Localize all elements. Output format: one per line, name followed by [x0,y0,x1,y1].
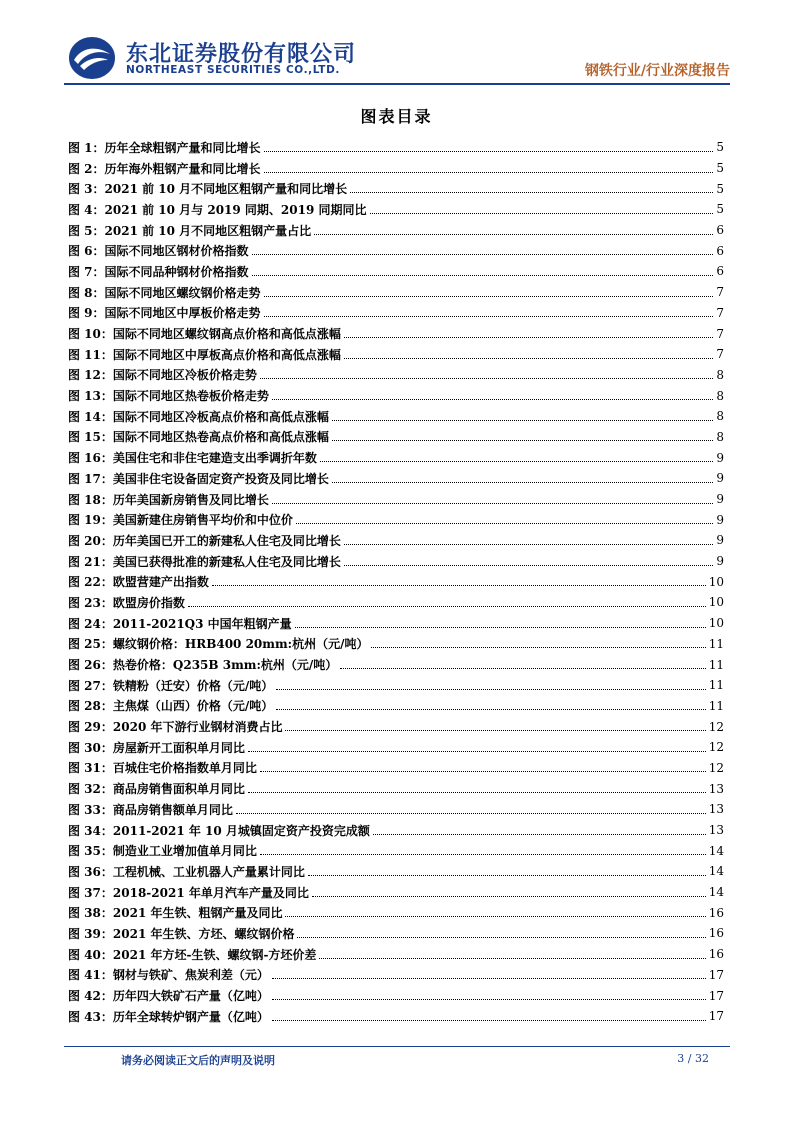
toc-entry[interactable] [68,427,724,448]
toc-entry-number: 图 25： [68,637,113,652]
toc-entry-page: 8 [716,409,724,424]
toc-entry[interactable] [68,468,724,489]
toc-leader-dots [248,792,706,793]
toc-entry-label: 历年海外粗钢产量和同比增长 [104,161,261,176]
toc-entry[interactable] [68,571,724,592]
toc-entry-label: 热卷价格：Q235B 3mm:杭州（元/吨） [112,658,338,673]
toc-entry-label: 国际不同地区中厚板价格走势 [104,306,261,321]
toc-entry-label: 2011-2021Q3 中国年粗钢产量 [112,616,292,631]
toc-leader-dots [371,647,705,648]
page-title: 图表目录 [360,107,433,126]
toc-entry-label: 历年美国已开工的新建私人住宅及同比增长 [112,533,341,548]
toc-entry-number: 图 23： [68,595,113,610]
toc-leader-dots [344,337,713,338]
toc-entry-page: 6 [716,264,724,279]
toc-entry[interactable] [68,861,724,882]
toc-entry[interactable] [68,489,724,510]
toc-entry-number: 图 38： [68,906,113,921]
toc-entry-number: 图 31： [68,761,113,776]
toc-leader-dots [332,440,713,441]
toc-entry-page: 9 [716,471,724,486]
toc-entry-label: 工程机械、工业机器人产量累计同比 [112,864,305,879]
toc-entry-label: 主焦煤（山西）价格（元/吨） [112,699,274,714]
toc-leader-dots [344,544,713,545]
toc-entry-number: 图 18： [68,492,113,507]
toc-entry-number: 图 34： [68,823,113,838]
toc-entry[interactable] [68,613,724,634]
toc-entry-page: 8 [716,367,724,382]
toc-entry[interactable] [68,778,724,799]
toc-entry-page: 13 [708,781,724,796]
toc-entry-label: 商品房销售面积单月同比 [112,782,245,797]
toc-entry[interactable] [68,799,724,820]
toc-entry-label: 美国住宅和非住宅建造支出季调折年数 [112,451,317,466]
toc-entry[interactable] [68,178,724,199]
toc-leader-dots [260,854,706,855]
toc-entry-number: 图 13： [68,389,113,404]
toc-entry-number: 图 20： [68,533,113,548]
toc-entry-number: 图 17： [68,471,113,486]
toc-leader-dots [319,958,705,959]
toc-entry-page: 14 [708,843,724,858]
toc-entry-number: 图 26： [68,658,113,673]
toc-leader-dots [236,813,706,814]
page-number: 3 / 32 [677,1052,709,1065]
toc-leader-dots [212,585,706,586]
toc-entry-label: 2021 年方坯-生铁、螺纹钢-方坯价差 [112,947,317,962]
toc-entry-page: 17 [708,967,724,982]
toc-leader-dots [340,668,705,669]
toc-entry-number: 图 15： [68,430,113,445]
toc-entry-page: 8 [716,429,724,444]
toc-entry-label: 螺纹钢价格：HRB400 20mm:杭州（元/吨） [112,637,369,652]
toc-entry-page: 13 [708,823,724,838]
toc-entry-number: 图 11： [68,347,113,362]
toc-entry[interactable] [68,923,724,944]
toc-entry[interactable] [68,737,724,758]
toc-entry-number: 图 21： [68,554,113,569]
toc-entry-number: 图 22： [68,575,113,590]
toc-entry-number: 图 40： [68,947,113,962]
toc-entry-page: 7 [716,285,724,300]
toc-entry-page: 14 [708,864,724,879]
toc-entry-label: 国际不同地区冷板高点价格和高低点涨幅 [112,409,329,424]
toc-entry-page: 5 [716,140,724,155]
toc-leader-dots [296,523,713,524]
toc-entry-label: 2021 前 10 月与 2019 同期、2019 同期同比 [104,202,367,217]
toc-entry-label: 历年全球粗钢产量和同比增长 [104,140,261,155]
toc-entry-number: 图 3： [68,182,105,197]
toc-entry[interactable] [68,344,724,365]
toc-entry[interactable] [68,716,724,737]
company-name-cn: 东北证券股份有限公司 [126,42,357,67]
toc-leader-dots [252,254,714,255]
toc-entry[interactable] [68,820,724,841]
toc-entry-number: 图 8： [68,285,105,300]
toc-leader-dots [332,420,713,421]
toc-entry-number: 图 19： [68,513,113,528]
toc-entry-number: 图 14： [68,409,113,424]
toc-leader-dots [308,875,706,876]
northeast-securities-logo-icon [68,36,116,80]
toc-leader-dots [297,937,705,938]
toc-entry-number: 图 29： [68,720,113,735]
toc-entry-number: 图 9： [68,306,105,321]
toc-entry-label: 百城住宅价格指数单月同比 [112,761,257,776]
toc-leader-dots [264,151,714,152]
toc-entry-page: 11 [708,657,724,672]
toc-entry[interactable] [68,406,724,427]
toc-entry-number: 图 1： [68,140,105,155]
toc-leader-dots [373,834,706,835]
toc-entry[interactable] [68,840,724,861]
toc-entry[interactable] [68,509,724,530]
toc-entry-number: 图 37： [68,885,113,900]
toc-leader-dots [272,999,706,1000]
toc-entry-label: 商品房销售额单月同比 [112,802,233,817]
toc-entry-page: 5 [716,202,724,217]
footer-disclaimer: 请务必阅读正文后的声明及说明 [121,1054,275,1067]
toc-leader-dots [248,751,706,752]
toc-entry-number: 图 41： [68,968,113,983]
toc-leader-dots [312,896,706,897]
toc-leader-dots [344,358,713,359]
toc-entry-label: 历年全球转炉钢产量（亿吨） [112,1009,269,1024]
toc-entry-number: 图 16： [68,451,113,466]
toc-entry-number: 图 33： [68,802,113,817]
toc-entry-label: 美国新建住房销售平均价和中位价 [112,513,293,528]
header-divider [64,83,730,85]
toc-entry[interactable] [68,240,724,261]
toc-entry[interactable] [68,137,724,158]
toc-entry[interactable] [68,323,724,344]
toc-entry[interactable] [68,530,724,551]
toc-entry-page: 11 [708,636,724,651]
toc-entry-page: 11 [708,678,724,693]
toc-entry-page: 10 [708,595,724,610]
toc-entry-label: 欧盟房价指数 [112,595,185,610]
toc-entry-number: 图 2： [68,161,105,176]
toc-entry[interactable] [68,365,724,386]
toc-entry-page: 10 [708,574,724,589]
toc-leader-dots [252,275,714,276]
toc-entry-page: 10 [708,616,724,631]
toc-leader-dots [260,771,706,772]
toc-entry-label: 国际不同地区钢材价格指数 [104,244,249,259]
toc-entry-page: 9 [716,554,724,569]
toc-entry-page: 17 [708,988,724,1003]
toc-entry-label: 美国非住宅设备固定资产投资及同比增长 [112,471,329,486]
toc-entry[interactable] [68,385,724,406]
toc-entry-number: 图 24： [68,616,113,631]
toc-leader-dots [264,296,714,297]
toc-entry[interactable] [68,985,724,1006]
toc-entry-page: 9 [716,450,724,465]
toc-entry-label: 欧盟营建产出指数 [112,575,209,590]
toc-entry-page: 16 [708,947,724,962]
toc-entry-number: 图 35： [68,844,113,859]
toc-entry[interactable] [68,592,724,613]
toc-leader-dots [344,565,713,566]
toc-entry-label: 2021 年生铁、粗钢产量及同比 [112,906,283,921]
toc-entry[interactable] [68,551,724,572]
toc-entry-label: 2021 年生铁、方坯、螺纹钢价格 [112,926,295,941]
toc-leader-dots [264,172,714,173]
toc-entry[interactable] [68,158,724,179]
toc-entry-number: 图 12： [68,368,113,383]
toc-entry-label: 国际不同地区热卷板价格走势 [112,389,269,404]
toc-entry-page: 6 [716,243,724,258]
toc-entry-page: 9 [716,512,724,527]
toc-leader-dots [260,378,713,379]
toc-leader-dots [272,1020,706,1021]
toc-entry-page: 5 [716,161,724,176]
toc-entry-page: 16 [708,905,724,920]
toc-entry-label: 国际不同地区冷板价格走势 [112,368,257,383]
toc-entry[interactable] [68,220,724,241]
toc-entry-number: 图 6： [68,244,105,259]
toc-entry-number: 图 27： [68,678,113,693]
toc-leader-dots [188,606,706,607]
toc-entry-page: 14 [708,885,724,900]
toc-entry[interactable] [68,696,724,717]
toc-entry-page: 5 [716,181,724,196]
toc-leader-dots [272,399,713,400]
toc-entry-page: 6 [716,223,724,238]
toc-entry-page: 7 [716,347,724,362]
toc-entry-number: 图 43： [68,1009,113,1024]
toc-leader-dots [285,730,705,731]
toc-leader-dots [264,316,714,317]
toc-leader-dots [350,192,713,193]
toc-entry-number: 图 32： [68,782,113,797]
toc-entry-label: 国际不同地区热卷高点价格和高低点涨幅 [112,430,329,445]
toc-entry-label: 国际不同品种钢材价格指数 [104,264,249,279]
toc-entry[interactable] [68,965,724,986]
toc-leader-dots [332,482,713,483]
toc-entry[interactable] [68,675,724,696]
toc-entry[interactable] [68,944,724,965]
toc-entry-page: 17 [708,1009,724,1024]
toc-entry-page: 7 [716,326,724,341]
company-name-en: NORTHEAST SECURITIES CO.,LTD. [126,64,340,76]
toc-leader-dots [276,689,705,690]
toc-entry-label: 历年四大铁矿石产量（亿吨） [112,989,269,1004]
report-type: 钢铁行业/行业深度报告 [584,63,730,79]
page-header [64,34,730,82]
toc-entry-number: 图 5： [68,223,105,238]
toc-entry-number: 图 42： [68,989,113,1004]
toc-entry-number: 图 10： [68,327,113,342]
toc-entry-label: 2021 前 10 月不同地区粗钢产量占比 [104,223,312,238]
toc-entry[interactable] [68,199,724,220]
toc-entry-label: 历年美国新房销售及同比增长 [112,492,269,507]
toc-entry-number: 图 39： [68,926,113,941]
toc-leader-dots [285,916,705,917]
toc-entry-page: 9 [716,492,724,507]
toc-entry-number: 图 36： [68,864,113,879]
toc-leader-dots [272,978,706,979]
toc-entry-label: 美国已获得批准的新建私人住宅及同比增长 [112,554,341,569]
toc-leader-dots [370,213,714,214]
toc-entry-number: 图 28： [68,699,113,714]
toc-entry-page: 16 [708,926,724,941]
toc-entry-page: 12 [708,719,724,734]
toc-entry[interactable] [68,882,724,903]
toc-entry-label: 铁精粉（迁安）价格（元/吨） [112,678,274,693]
figure-list [68,137,724,1027]
toc-entry[interactable] [68,261,724,282]
toc-entry-label: 钢材与铁矿、焦炭利差（元） [112,968,269,983]
toc-entry-number: 图 4： [68,202,105,217]
toc-entry[interactable] [68,654,724,675]
toc-entry-label: 国际不同地区中厚板高点价格和高低点涨幅 [112,347,341,362]
toc-entry-page: 8 [716,388,724,403]
toc-entry-page: 9 [716,533,724,548]
footer-divider [64,1046,730,1047]
toc-leader-dots [320,461,713,462]
toc-entry-page: 12 [708,760,724,775]
toc-entry-number: 图 30： [68,740,113,755]
toc-entry[interactable] [68,902,724,923]
toc-entry-number: 图 7： [68,264,105,279]
toc-leader-dots [295,627,706,628]
toc-entry-page: 11 [708,698,724,713]
toc-entry[interactable] [68,758,724,779]
toc-entry-label: 国际不同地区螺纹钢高点价格和高低点涨幅 [112,327,341,342]
toc-entry-label: 房屋新开工面积单月同比 [112,740,245,755]
toc-entry-label: 国际不同地区螺纹钢价格走势 [104,285,261,300]
toc-entry-page: 13 [708,802,724,817]
toc-entry[interactable] [68,282,724,303]
toc-entry[interactable] [68,303,724,324]
toc-entry-label: 2018-2021 年单月汽车产量及同比 [112,885,309,900]
toc-entry[interactable] [68,447,724,468]
toc-entry-page: 12 [708,740,724,755]
toc-entry-page: 7 [716,305,724,320]
toc-entry-label: 2011-2021 年 10 月城镇固定资产投资完成额 [112,823,370,838]
toc-leader-dots [314,234,713,235]
toc-entry[interactable] [68,634,724,655]
toc-entry-label: 2020 年下游行业钢材消费占比 [112,720,283,735]
toc-entry[interactable] [68,1006,724,1027]
toc-entry-label: 2021 前 10 月不同地区粗钢产量和同比增长 [104,182,348,197]
toc-entry-label: 制造业工业增加值单月同比 [112,844,257,859]
toc-leader-dots [272,503,713,504]
toc-leader-dots [276,709,705,710]
